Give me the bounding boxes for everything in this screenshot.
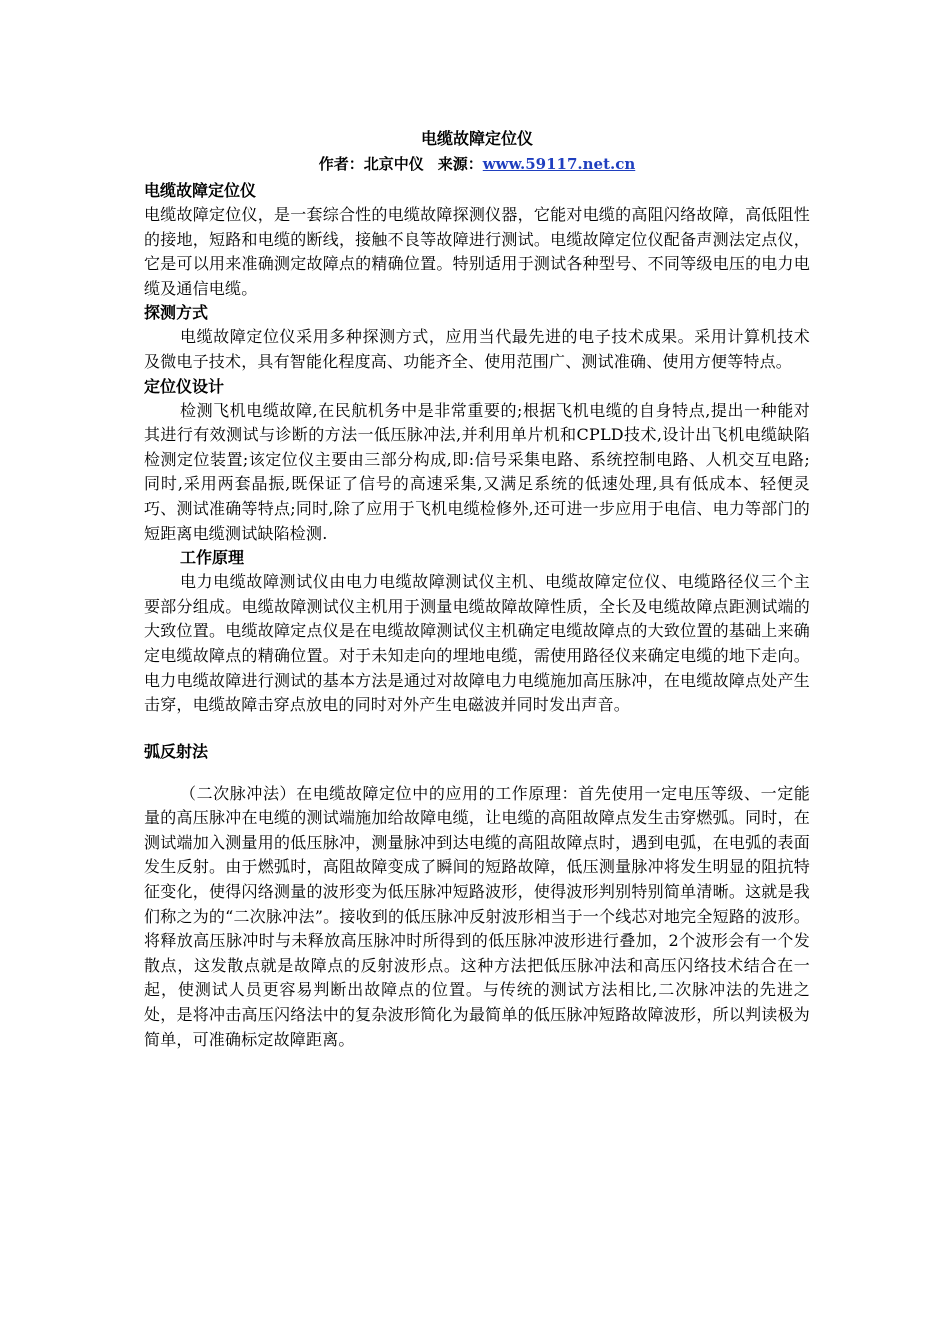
spacer	[144, 764, 810, 782]
source-link[interactable]: www.59117.net.cn	[482, 155, 636, 173]
spacer	[144, 718, 810, 740]
section-body-arc: （二次脉冲法）在电缆故障定位中的应用的工作原理：首先使用一定电压等级、一定能量的高压脉冲在电缆的测试端施加给故障电缆，让电缆的高阻故障点发生击穿燃弧。同时，在测试端加入测量用的低压脉冲，测量脉冲到达电缆的高阻故障点时，遇到电弧，在电弧的表面发生反射。由于燃弧时，高阻故障变成了瞬间的短路故障，低压测量脉冲将发生明显的阻抗特征变化，使得闪络测量的波形变为低压脉冲短路波形，使得波形判别特别简单清晰。这就是我们称之为的“二次脉冲法”。接收到的低压脉冲反射波形相当于一个线芯对地完全短路的波形。将释放高压脉冲时与未释放高压脉冲时所得到的低压脉冲波形进行叠加，2个波形会有一个发散点，这发散点就是故障点的反射波形点。这种方法把低压脉冲法和高压闪络技术结合在一起，使测试人员更容易判断出故障点的位置。与传统的测试方法相比,二次脉冲法的先进之处，是将冲击高压闪络法中的复杂波形简化为最简单的低压脉冲短路故障波形，所以判读极为简单，可准确标定故障距离。	[144, 783, 810, 1049]
byline	[144, 151, 810, 177]
section-heading-arc: 弧反射法	[144, 741, 209, 761]
section-body-design: 检测飞机电缆故障,在民航机务中是非常重要的;根据飞机电缆的自身特点,提出一种能对其进行有效测试与诊断的方法一低压脉冲法,并利用单片机和CPLD技术,设计出飞机电缆缺陷检测定位装置;该定位仪主要由三部分构成,即:信号采集电路、系统控制电路、人机交互电路;同时,采用两套晶振,既保证了信号的高速采集,又满足系统的低速处理,具有低成本、轻便灵巧、测试准确等特点;同时,除了应用于飞机电缆检修外,还可进一步应用于电信、电力等部门的短距离电缆测试缺陷检测.	[144, 400, 810, 543]
document-title: 电缆故障定位仪	[420, 129, 533, 148]
section-body-detection: 电缆故障定位仪采用多种探测方式，应用当代最先进的电子技术成果。采用计算机技术及微电子技术，具有智能化程度高、功能齐全、使用范围广、测试准确、使用方便等特点。	[144, 327, 810, 371]
section-heading-intro: 电缆故障定位仪	[144, 181, 257, 200]
section-body-intro: 电缆故障定位仪，是一套综合性的电缆故障探测仪器，它能对电缆的高阻闪络故障，高低阻性的接地，短路和电缆的断线，接触不良等故障进行测试。电缆故障定位仪配备声测法定点仪，它是可以用来准确测定故障点的精确位置。特别适用于测试各种型号、不同等级电压的电力电缆及通信电缆。	[144, 205, 810, 298]
byline-source-label: 来源：	[437, 155, 483, 173]
section-body-principle: 电力电缆故障测试仪由电力电缆故障测试仪主机、电缆故障定位仪、电缆路径仪三个主要部分组成。电缆故障测试仪主机用于测量电缆故障故障性质，全长及电缆故障点距测试端的大致位置。电缆故障定点仪是在电缆故障测试仪主机确定电缆故障点的大致位置的基础上来确定电缆故障点的精确位置。对于未知走向的埋地电缆，需使用路径仪来确定电缆的地下走向。电力电缆故障进行测试的基本方法是通过对故障电力电缆施加高压脉冲，在电缆故障点处产生击穿，电缆故障击穿点放电的同时对外产生电磁波并同时发出声音。	[144, 572, 810, 715]
byline-author: 作者：北京中仪	[318, 155, 424, 173]
document-content	[144, 127, 810, 1052]
section-heading-detection: 探测方式	[144, 303, 209, 323]
section-heading-design: 定位仪设计	[144, 376, 225, 396]
section-heading-principle: 工作原理	[180, 548, 245, 568]
